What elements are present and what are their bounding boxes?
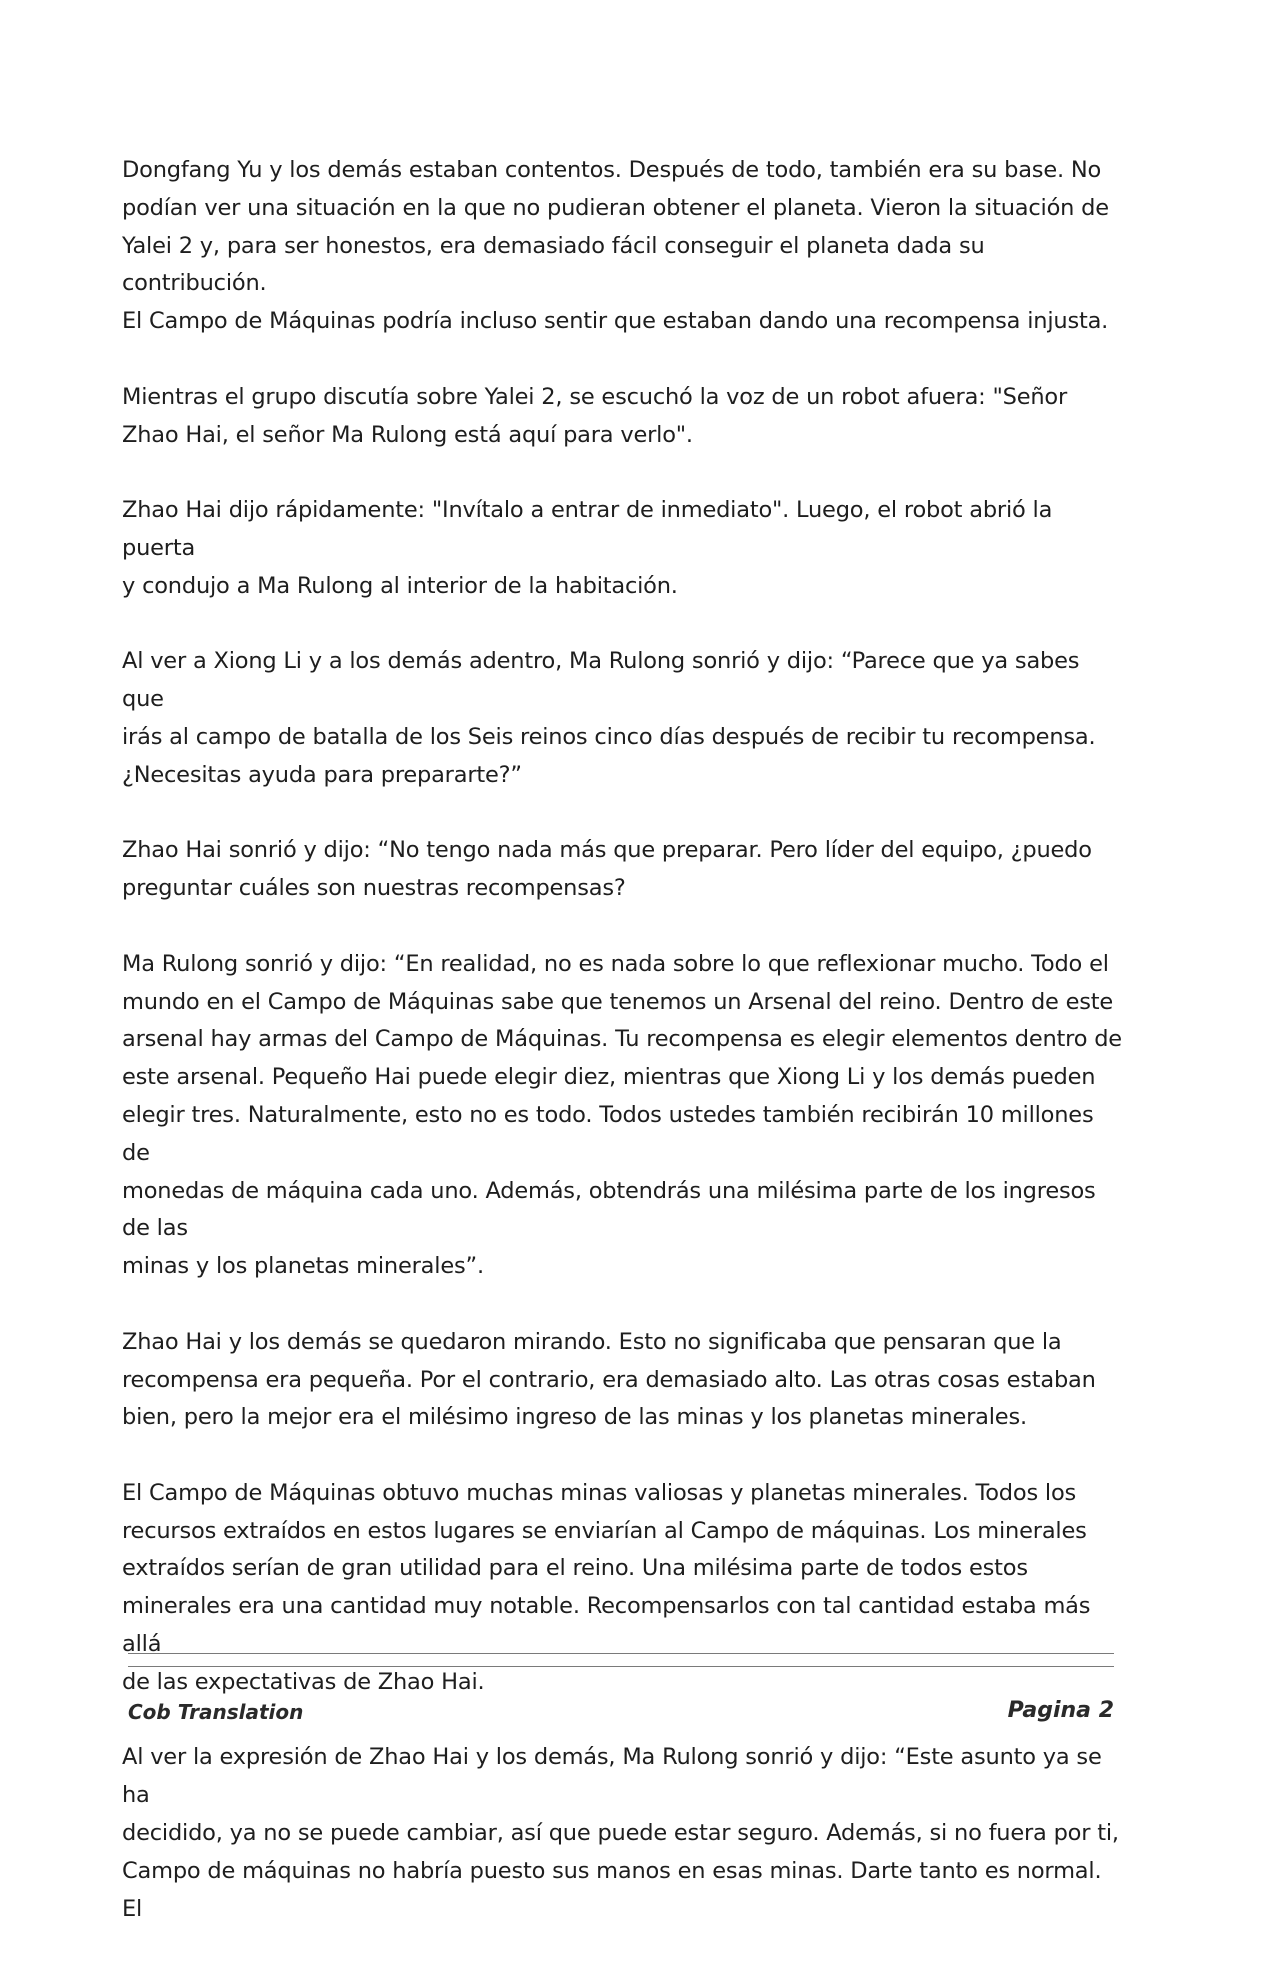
paragraph-7: Zhao Hai y los demás se quedaron mirando. Esto no significaba que pensaran que la recompensa era pequeña. Por el contrario, era demasiado alto. Las otras cosas estaban bien, pero la mejor era el milésimo ingreso de las minas y los planetas minerales. [122,1328,1096,1431]
paragraph-8: El Campo de Máquinas obtuvo muchas minas valiosas y planetas minerales. Todos los recursos extraídos en estos lugares se enviarían al Campo de máquinas. Los minerales extraídos serían de gran utilidad para el reino. Una milésima parte de todos estos minerales era una cantidad muy notable. Recompensarlos con tal cantidad estaba más allá de las expectativas de Zhao Hai. [122,1479,1091,1695]
paragraph-6: Ma Rulong sonrió y dijo: “En realidad, no es nada sobre lo que reflexionar mucho. Todo el mundo en el Campo de Máquinas sabe que tenemos un Arsenal del reino. Dentro de este arsenal hay armas del Campo de Máquinas. Tu recompensa es elegir elementos dentro de este arsenal. Pequeño Hai puede elegir diez, mientras que Xiong Li y los demás pueden elegir tres. Naturalmente, esto no es todo. Todos ustedes también recibirán 10 millones de monedas de máquina cada uno. Además, obtendrás una milésima parte de los ingresos de las minas y los planetas minerales”. [122,950,1122,1280]
footer-translator-credit: Cob Translation [128,1700,304,1724]
paragraph-3: Zhao Hai dijo rápidamente: "Invítalo a entrar de inmediato". Luego, el robot abrió la puerta y condujo a Ma Rulong al interior de la habitación. [122,497,1053,599]
paragraph-4: Al ver a Xiong Li y a los demás adentro, Ma Rulong sonrió y dijo: “Parece que ya sabes que irás al campo de batalla de los Seis reinos cinco días después de recibir tu recompensa. ¿Necesitas ayuda para prepararte?” [122,648,1096,788]
body-text [122,152,1122,1966]
paragraph-2: Mientras el grupo discutía sobre Yalei 2, se escuchó la voz de un robot afuera: "Señor Zhao Hai, el señor Ma Rulong está aquí para verlo". [122,383,1068,448]
paragraph-5: Zhao Hai sonrió y dijo: “No tengo nada más que preparar. Pero líder del equipo, ¿puedo preguntar cuáles son nuestras recompensas? [122,837,1092,902]
paragraph-9: Al ver la expresión de Zhao Hai y los demás, Ma Rulong sonrió y dijo: “Este asunto ya se ha decidido, ya no se puede cambiar, así que puede estar seguro. Además, si no fuera por ti, Campo de máquinas no habría puesto sus manos en esas minas. Darte tanto es normal. El [122,1744,1119,1922]
paragraph-1: Dongfang Yu y los demás estaban contentos. Después de todo, también era su base. No podían ver una situación en la que no pudieran obtener el planeta. Vieron la situación de Yalei 2 y, para ser honestos, era demasiado fácil conseguir el planeta dada su contribución. El Campo de Máquinas podría incluso sentir que estaban dando una recompensa injusta. [122,157,1109,335]
footer-divider-top [128,1653,1114,1654]
footer-page-number: Pagina 2 [1007,1698,1114,1723]
footer-divider-bottom [128,1666,1114,1667]
